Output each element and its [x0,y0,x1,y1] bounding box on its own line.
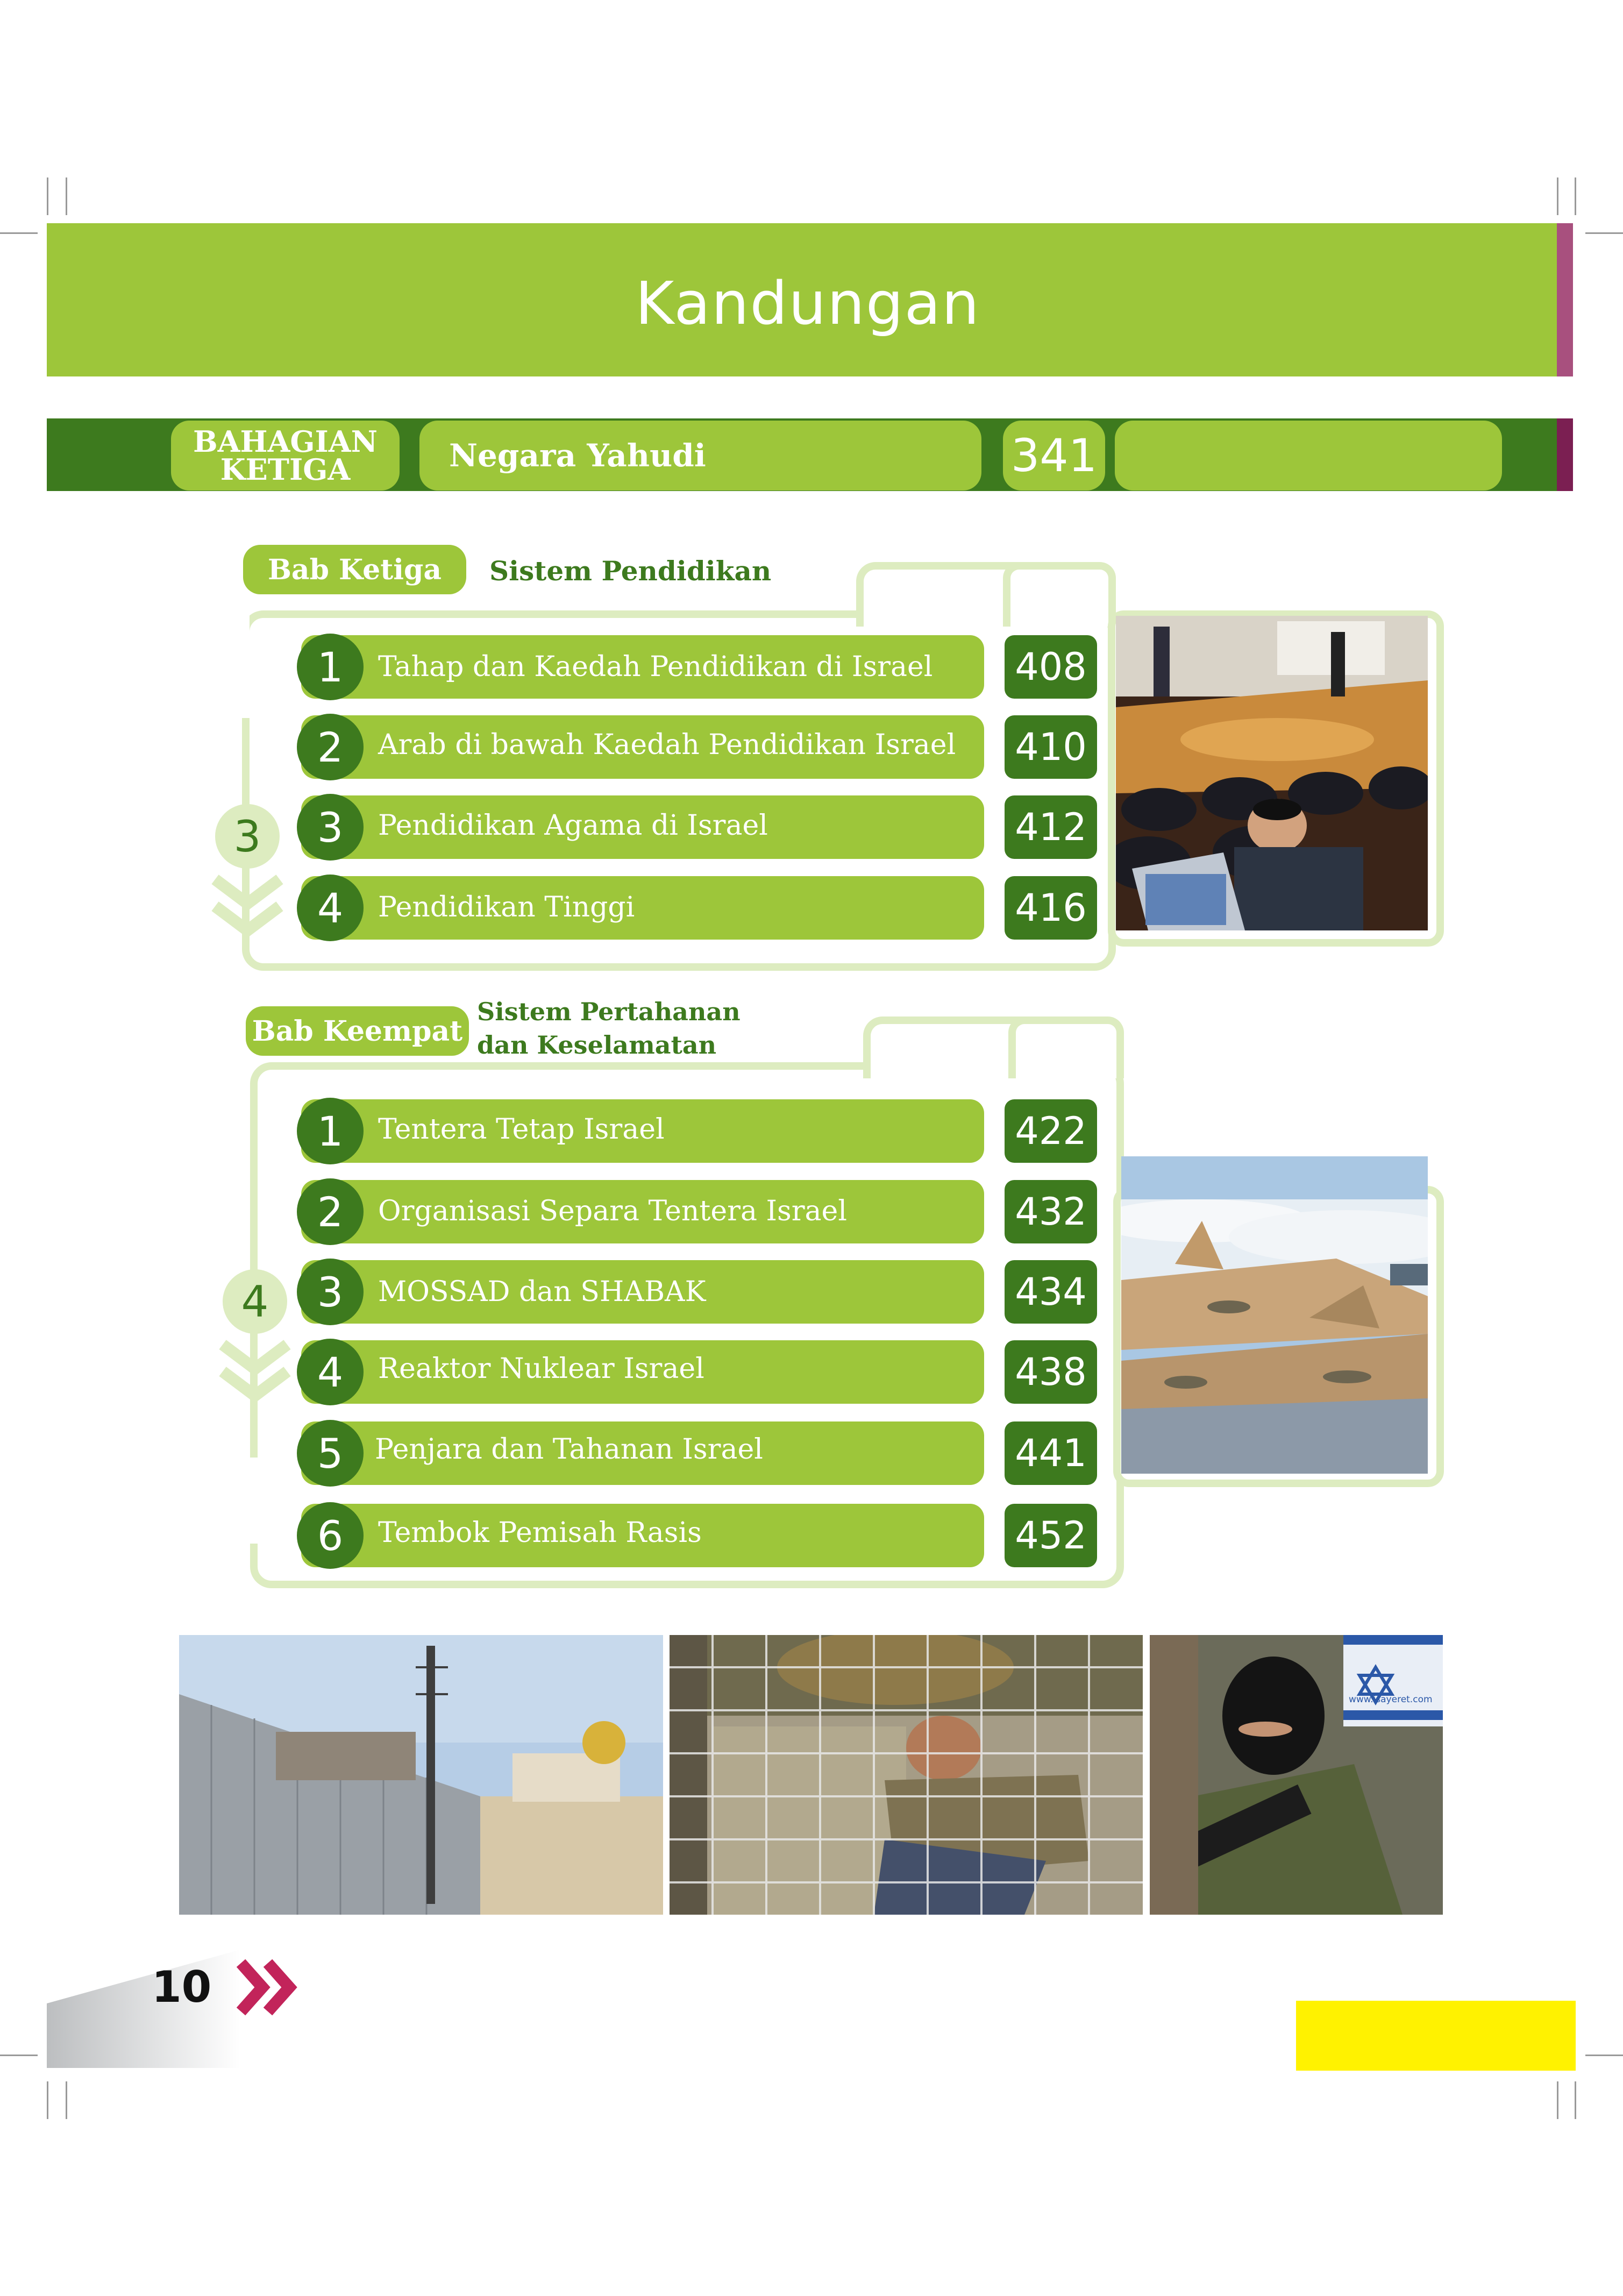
caged-prisoner-photo [670,1635,1143,1915]
toc-row-page[interactable]: 438 [1005,1340,1097,1404]
crop-mark [1585,232,1623,234]
toc-row-number: 5 [297,1420,364,1487]
chapter-number: 4 [223,1269,287,1334]
part-bar-edge [1557,418,1573,491]
toc-row-page[interactable]: 422 [1005,1099,1097,1163]
part-label: BAHAGIAN KETIGA [171,421,400,491]
toc-row-number: 4 [297,1339,364,1405]
toc-row-label: Tentera Tetap Israel [378,1113,665,1146]
crop-mark [47,177,48,215]
crop-mark [1575,177,1576,215]
chapter-tag[interactable]: Bab Ketiga [243,545,466,594]
page-title: Kandungan [635,269,980,338]
chapter-frame-tab [1003,562,1116,627]
toc-row-number: 1 [297,1098,364,1164]
chapter-number: 3 [215,804,280,869]
part-page-number[interactable]: 341 [1003,421,1105,491]
crop-mark [47,2081,48,2119]
crop-mark [1575,2081,1576,2119]
toc-row-label: Reaktor Nuklear Israel [378,1353,704,1385]
toc-row-number: 4 [297,875,364,941]
chevron-down-icon [210,874,285,939]
toc-row-page[interactable]: 408 [1005,635,1097,699]
toc-row-label: MOSSAD dan SHABAK [378,1276,706,1308]
toc-row-number: 2 [297,714,364,780]
crop-mark [1585,2055,1623,2056]
toc-row-page[interactable]: 452 [1005,1504,1097,1567]
part-empty-pill [1115,421,1502,491]
fighter-jets-photo [1121,1156,1428,1474]
toc-row-number: 3 [297,794,364,861]
toc-row-number: 3 [297,1259,364,1325]
toc-row-number: 6 [297,1502,364,1569]
toc-row-page[interactable]: 434 [1005,1260,1097,1324]
toc-row-label: Tahap dan Kaedah Pendidikan di Israel [378,651,933,683]
crop-mark [66,2081,67,2119]
toc-row-page[interactable]: 432 [1005,1180,1097,1243]
crop-mark [1557,177,1558,215]
lecture-hall-photo [1116,616,1428,930]
chapter-tag[interactable]: Bab Keempat [246,1006,469,1056]
double-chevron-right-icon [236,1958,305,2017]
chapter-title: Sistem Pendidikan [489,555,772,587]
page-number: 10 [152,1962,212,2012]
toc-row-label: Organisasi Separa Tentera Israel [378,1195,847,1227]
toc-row-label: Arab di bawah Kaedah Pendidikan Israel [378,729,956,761]
toc-row-label: Pendidikan Agama di Israel [378,809,768,842]
part-title[interactable]: Negara Yahudi [419,421,981,491]
crop-mark [0,2055,38,2056]
footer-yellow-block [1296,2001,1576,2071]
toc-row-page[interactable]: 410 [1005,715,1097,779]
crop-mark [66,177,67,215]
chapter-title: Sistem Pertahanan dan Keselamatan [477,997,741,1060]
chevron-down-icon [217,1339,293,1404]
toc-row-page[interactable]: 441 [1005,1421,1097,1485]
toc-row-page[interactable]: 412 [1005,795,1097,859]
crop-mark [1557,2081,1558,2119]
toc-row-label: Penjara dan Tahanan Israel [375,1433,763,1466]
masked-soldier-photo [1150,1635,1443,1915]
toc-row-label: Tembok Pemisah Rasis [378,1517,702,1549]
toc-row-number: 1 [297,634,364,700]
separation-wall-photo [179,1635,663,1915]
toc-row-number: 2 [297,1178,364,1245]
toc-row-page[interactable]: 416 [1005,876,1097,940]
chapter-frame-tab [1008,1017,1124,1078]
crop-mark [0,232,38,234]
soldier-banner-text: www.isayeret.com [1349,1694,1433,1705]
toc-row-label: Pendidikan Tinggi [378,891,635,923]
